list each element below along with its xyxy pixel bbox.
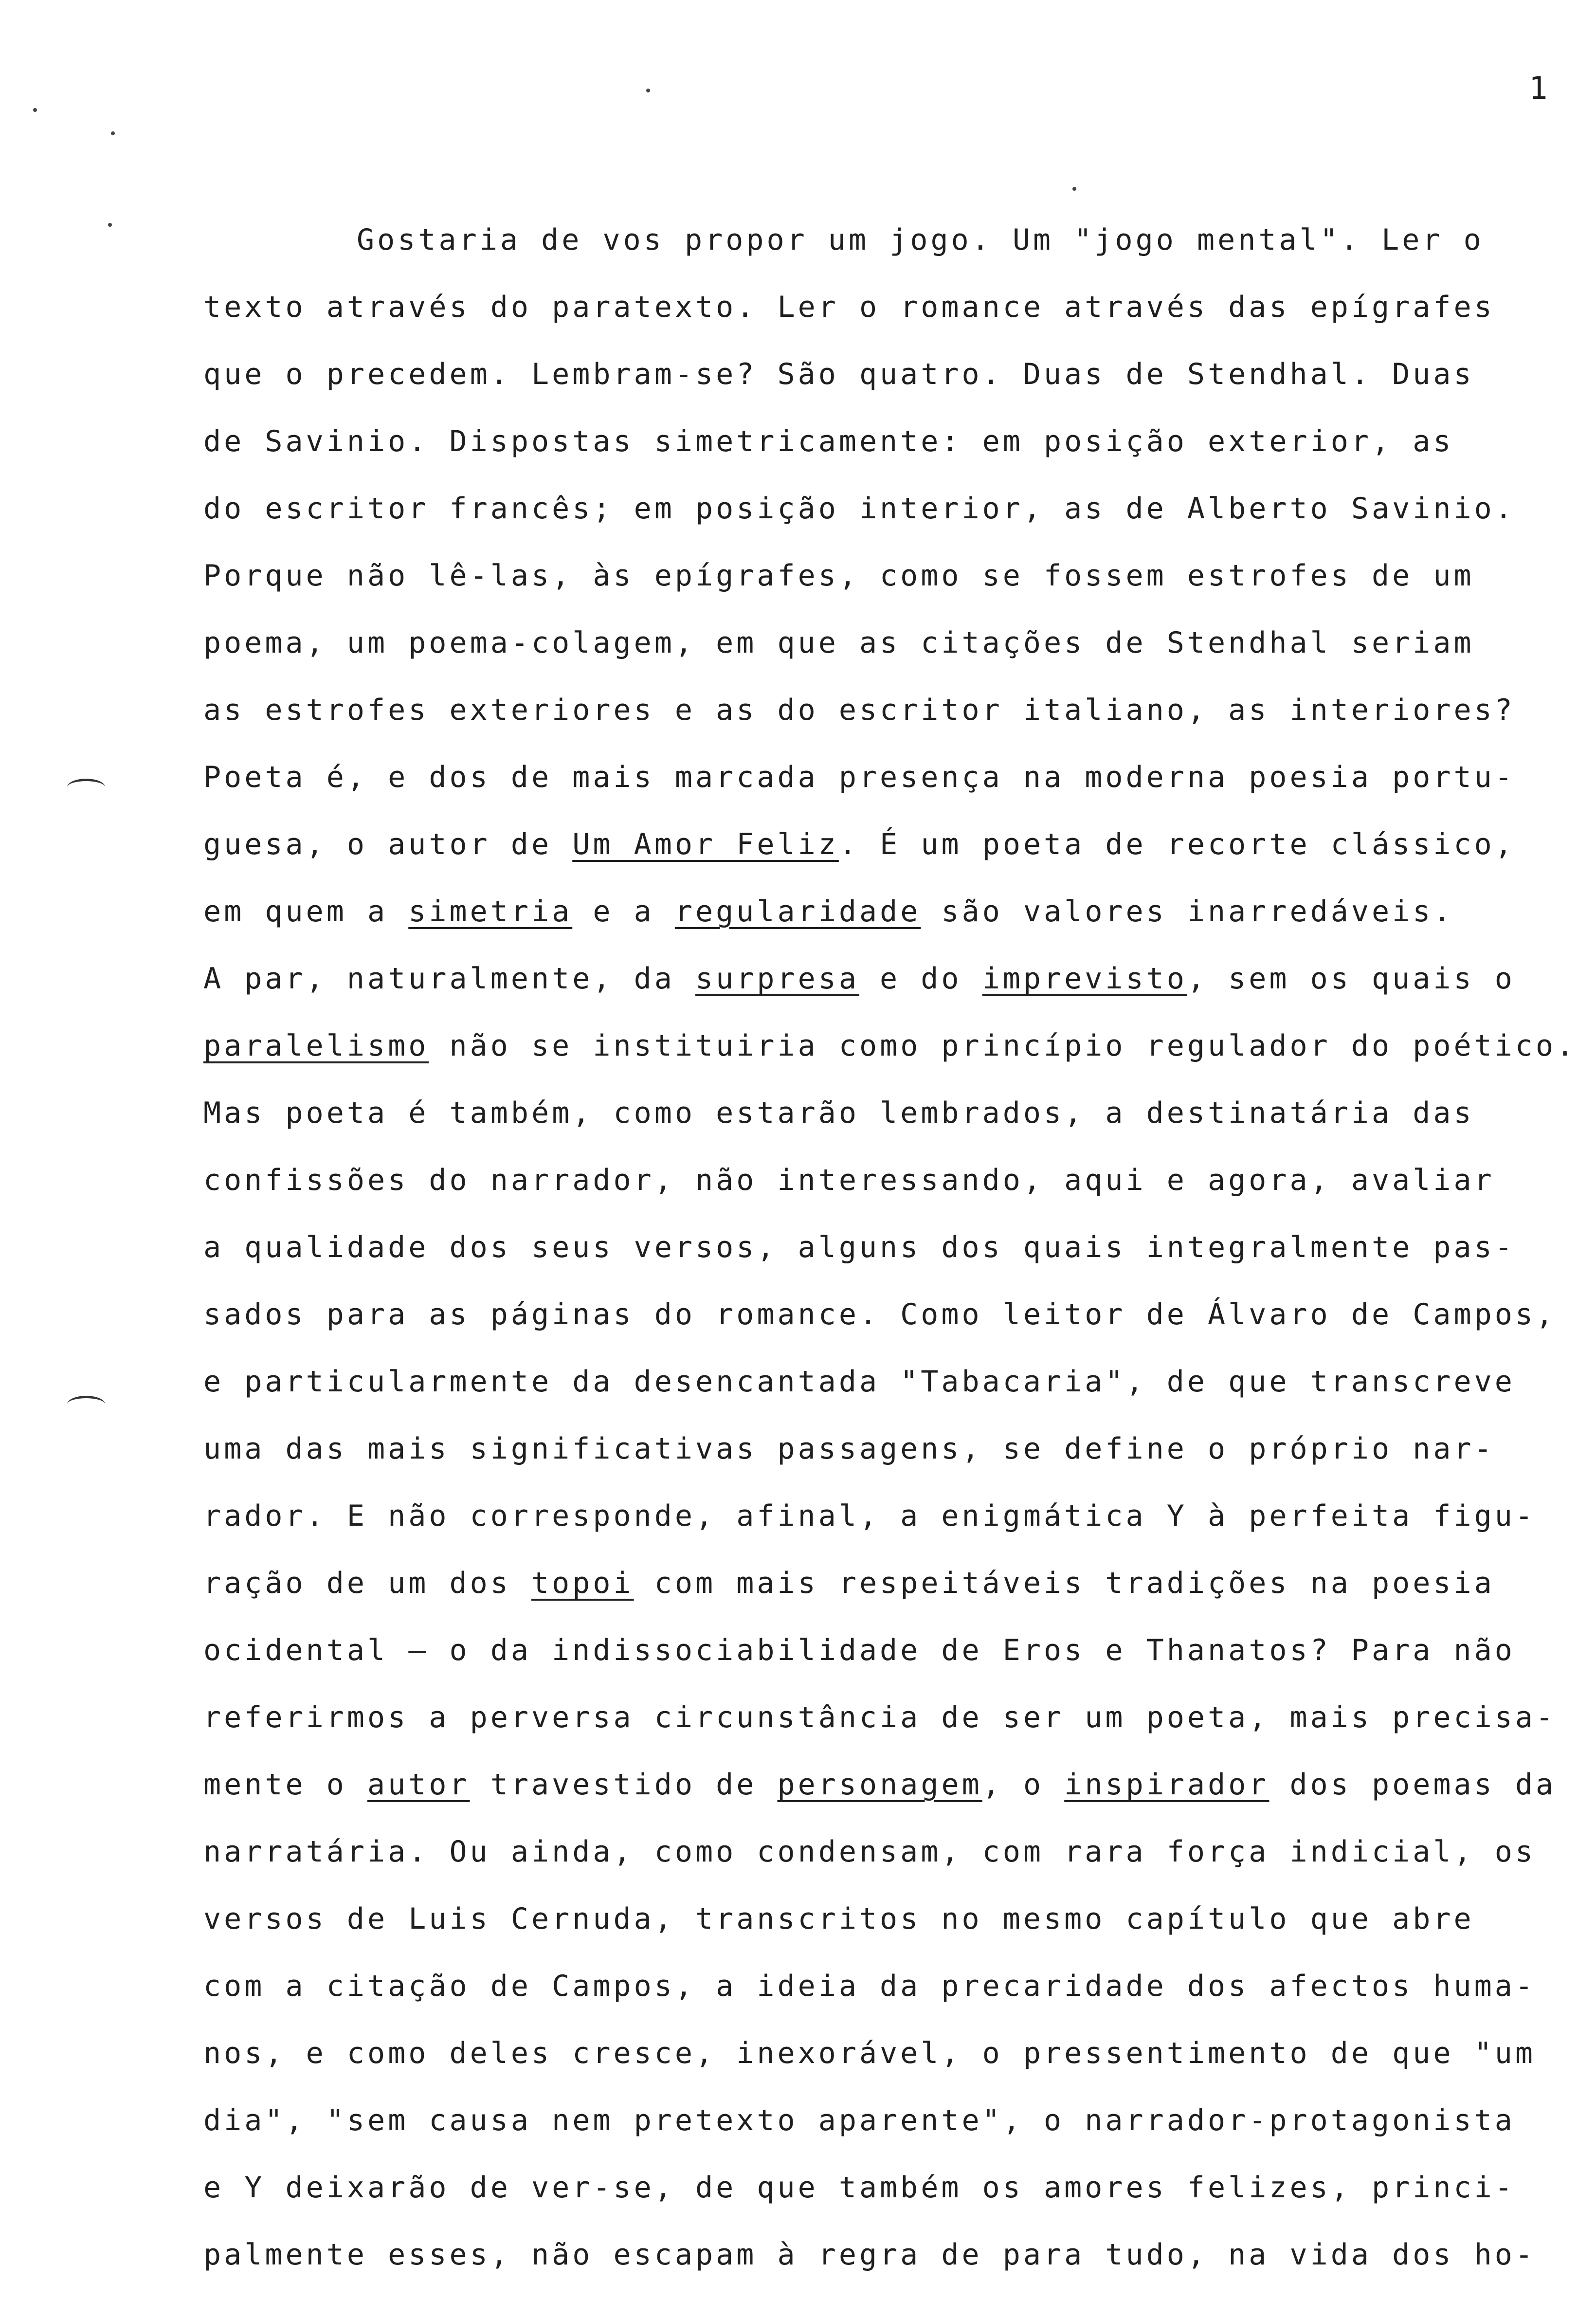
body-text [203,218,1577,2300]
text-line [203,1293,1566,1360]
text-run: e do [859,962,982,996]
text-line [203,755,1566,822]
text-line [203,1360,1566,1427]
text-run: palmente esses, não escapam à regra de para tudo, na vida dos ho- [203,2238,1536,2272]
underlined-term: paralelismo [203,1029,429,1063]
text-run: narratária. Ou ainda, como condensam, com rara força indicial, os [203,1835,1536,1869]
text-line [203,554,1566,621]
text-line [203,1158,1566,1225]
text-line [203,2166,1566,2233]
text-line [203,1427,1566,1494]
text-line [203,1494,1566,1561]
text-run: , o [982,1768,1065,1802]
text-run: não se instituiria como princípio regulador do poético. [429,1029,1577,1063]
text-run: , sem os quais o [1187,962,1515,996]
text-run: as estrofes exteriores e as do escritor italiano, as interiores? [203,693,1515,727]
scan-speck [111,131,115,135]
text-run: Gostaria de vos propor um jogo. Um "jogo mental". Ler o [357,223,1484,257]
text-run: ocidental — o da indissociabilidade de Eros e Thanatos? Para não [203,1633,1515,1667]
text-run: e Y deixarão de ver-se, de que também os amores felizes, princi- [203,2171,1515,2205]
underlined-term: regularidade [674,894,921,929]
text-run: do escritor francês; em posição interior, as de Alberto Savinio. [203,492,1515,526]
text-line [203,621,1566,688]
text-line [203,1628,1566,1696]
text-line [203,1091,1566,1158]
text-run: e a [572,894,675,929]
text-line [203,1763,1566,1830]
text-run: poema, um poema-colagem, em que as citações de Stendhal seriam [203,626,1474,660]
text-line [203,285,1566,352]
text-run: a qualidade dos seus versos, alguns dos quais integralmente pas- [203,1230,1515,1264]
text-line [203,688,1566,755]
scan-speck [108,223,112,227]
underlined-term: imprevisto [982,962,1187,996]
underlined-term: surpresa [695,962,859,996]
hole-punch-mark [67,779,105,796]
text-run: com mais respeitáveis tradições na poesia [634,1566,1495,1600]
text-line [203,420,1566,487]
text-run: dia", "sem causa nem pretexto aparente", o narrador-protagonista [203,2103,1515,2137]
text-run: sados para as páginas do romance. Como leitor de Álvaro de Campos, [203,1297,1557,1332]
underlined-term: autor [367,1768,470,1802]
text-run: nos, e como deles cresce, inexorável, o pressentimento de que "um [203,2036,1536,2070]
text-line [203,2099,1566,2166]
text-line [203,1561,1566,1628]
text-run: ração de um dos [203,1566,531,1600]
text-run: mente o [203,1768,367,1802]
text-run: texto através do paratexto. Ler o romance através das epígrafes [203,290,1495,324]
text-run: Poeta é, e dos de mais marcada presença na moderna poesia portu- [203,760,1515,794]
underlined-term: topoi [531,1566,634,1600]
text-run: que o precedem. Lembram-se? São quatro. Duas de Stendhal. Duas [203,357,1474,391]
text-run: A par, naturalmente, da [203,962,695,996]
text-line [203,1964,1566,2031]
underlined-term: personagem [777,1768,982,1802]
text-line [203,1696,1566,1763]
text-run: com a citação de Campos, a ideia da precaridade dos afectos huma- [203,1969,1536,2003]
underlined-term: simetria [408,894,573,929]
text-line [203,487,1566,554]
text-run: uma das mais significativas passagens, se define o próprio nar- [203,1432,1495,1466]
text-run: Mas poeta é também, como estarão lembrados, a destinatária das [203,1096,1474,1130]
text-run: em quem a [203,894,409,929]
text-line [203,352,1566,420]
text-run: de Savinio. Dispostas simetricamente: em posição exterior, as [203,424,1454,458]
text-run: e particularmente da desencantada "Tabacaria", de que transcreve [203,1365,1515,1399]
page-number: 1 [1529,71,1548,107]
scan-speck [646,89,650,92]
text-line [203,1225,1566,1293]
text-line [203,957,1566,1024]
text-run: . É um poeta de recorte clássico, [838,827,1515,861]
underlined-term: Um Amor Feliz [572,827,839,861]
text-run: confissões do narrador, não interessando, aqui e agora, avaliar [203,1163,1495,1197]
text-run: versos de Luis Cernuda, transcritos no mesmo capítulo que abre [203,1902,1474,1936]
scan-speck [33,108,37,112]
underlined-term: inspirador [1064,1768,1270,1802]
text-line [203,822,1566,890]
text-line [203,1830,1566,1897]
text-line [203,890,1566,957]
text-run: rador. E não corresponde, afinal, a enigmática Y à perfeita figu- [203,1499,1536,1533]
text-line [203,1897,1566,1964]
text-line [203,218,1566,285]
text-run: dos poemas da [1269,1768,1557,1802]
text-line [203,2031,1566,2099]
text-line [203,1024,1577,1091]
text-line [203,2233,1566,2300]
text-run: referirmos a perversa circunstância de ser um poeta, mais precisa- [203,1700,1557,1734]
text-run: guesa, o autor de [203,827,573,861]
text-run: travestido de [470,1768,778,1802]
hole-punch-mark [67,1396,105,1413]
text-run: Porque não lê-las, às epígrafes, como se fossem estrofes de um [203,559,1474,593]
text-run: são valores inarredáveis. [921,894,1454,929]
scan-speck [1072,187,1076,191]
